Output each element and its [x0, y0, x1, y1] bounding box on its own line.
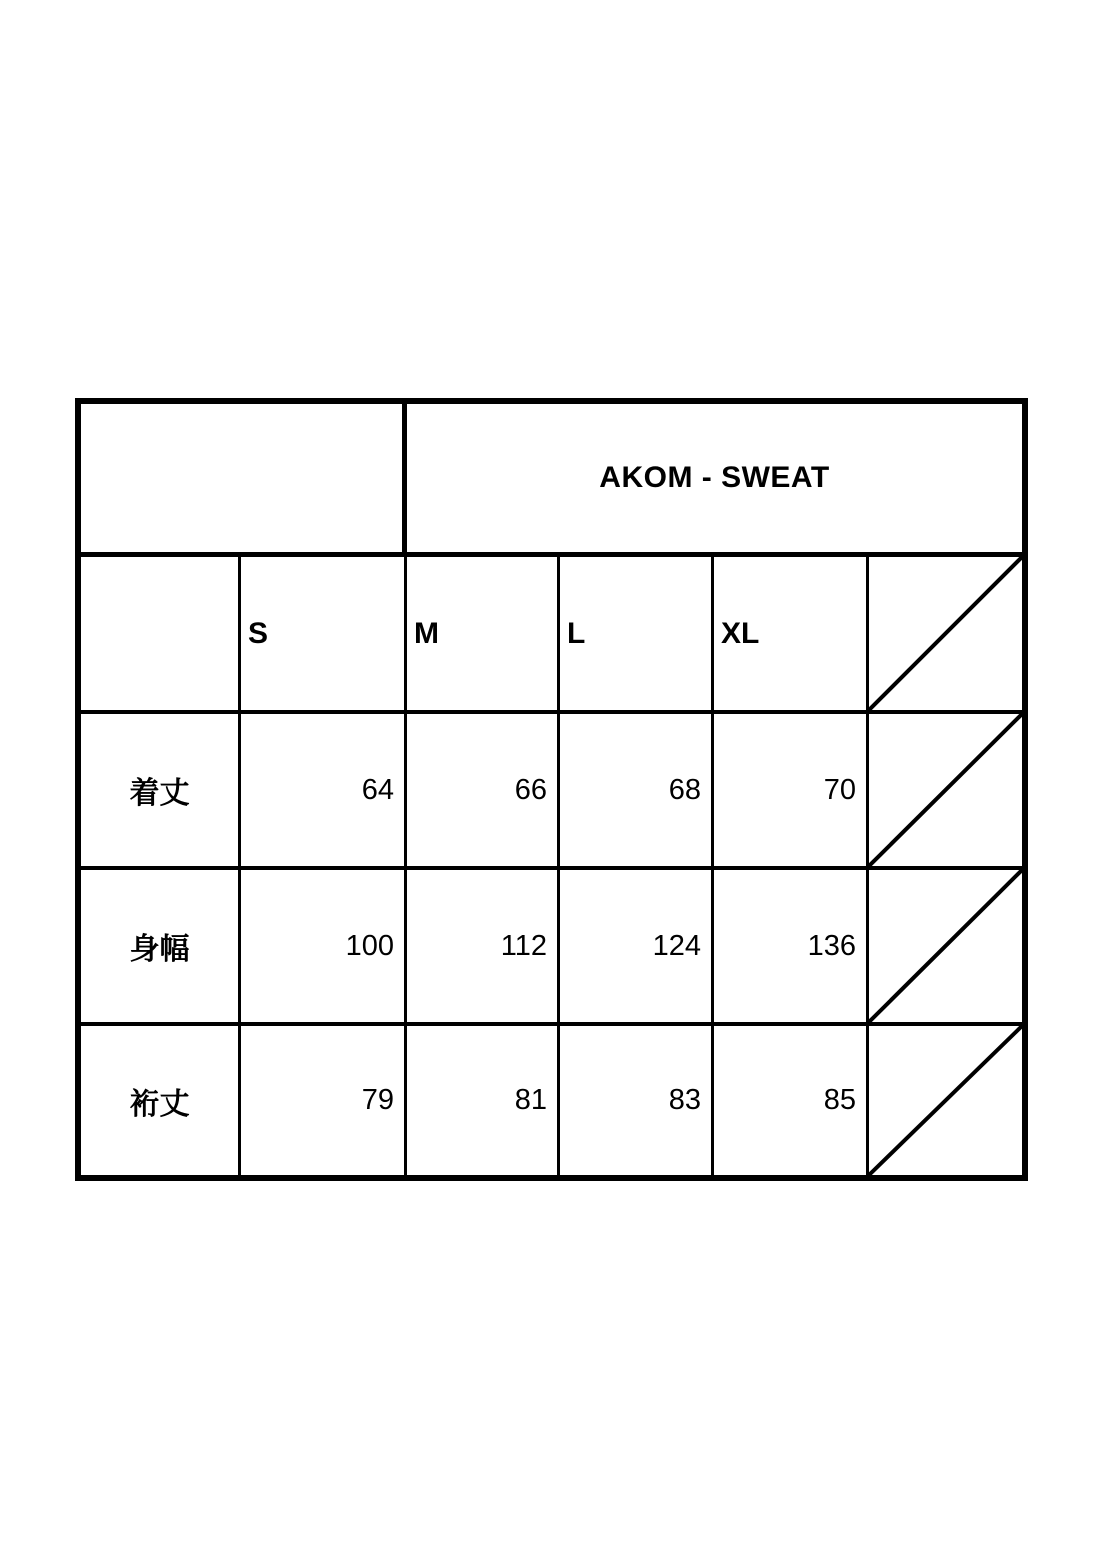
- row-label-body-width: 身幅: [81, 870, 241, 1026]
- na-cell: [869, 557, 1022, 714]
- value-body-length-xl: 70: [714, 714, 869, 870]
- value-sleeve-length-xl: 85: [714, 1026, 869, 1175]
- product-title: AKOM - SWEAT: [599, 461, 830, 494]
- value-sleeve-length-l: 83: [560, 1026, 714, 1175]
- value-sleeve-length-m: 81: [407, 1026, 560, 1175]
- size-chart-table: [75, 398, 1028, 1181]
- value-body-width-m: 112: [407, 870, 560, 1026]
- value-body-width-s: 100: [241, 870, 407, 1026]
- diagonal-slash-icon: [869, 714, 1022, 866]
- na-cell: [869, 870, 1022, 1026]
- size-header-xl: XL: [714, 557, 869, 714]
- value-body-length-m: 66: [407, 714, 560, 870]
- value-body-width-xl: 136: [714, 870, 869, 1026]
- diagonal-slash-icon: [869, 1026, 1022, 1175]
- size-header-l: L: [560, 557, 714, 714]
- na-cell: [869, 1026, 1022, 1175]
- row-label-sleeve-length: 裄丈: [81, 1026, 241, 1175]
- row-label-body-length: 着丈: [81, 714, 241, 870]
- value-body-length-s: 64: [241, 714, 407, 870]
- diagonal-slash-icon: [869, 557, 1022, 710]
- row-label-header-cell: [81, 557, 241, 714]
- size-header-m: M: [407, 557, 560, 714]
- value-sleeve-length-s: 79: [241, 1026, 407, 1175]
- value-body-width-l: 124: [560, 870, 714, 1026]
- empty-corner-cell: [81, 404, 407, 557]
- product-title-cell: [407, 404, 1022, 557]
- size-header-s: S: [241, 557, 407, 714]
- diagonal-slash-icon: [869, 870, 1022, 1022]
- na-cell: [869, 714, 1022, 870]
- value-body-length-l: 68: [560, 714, 714, 870]
